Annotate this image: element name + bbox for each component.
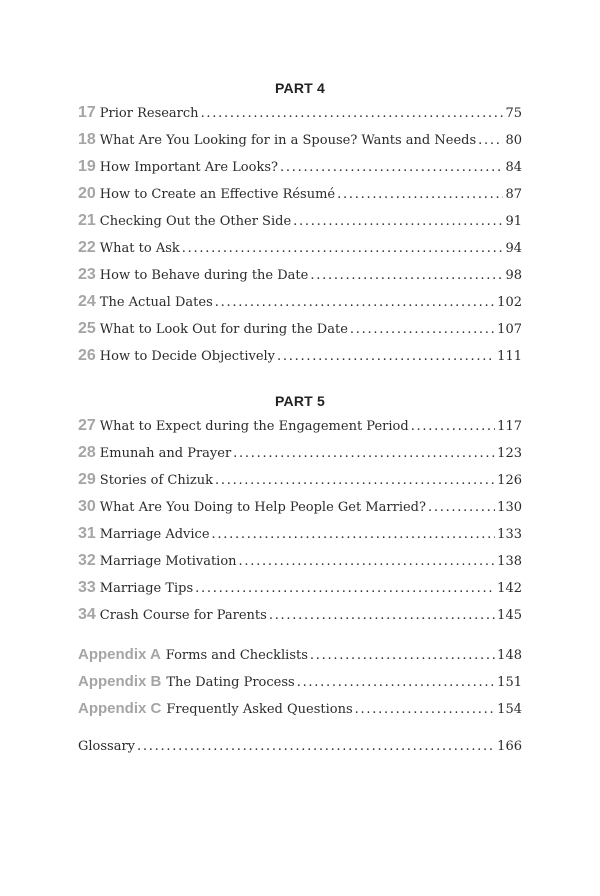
page-number: 145 xyxy=(497,608,522,623)
dot-leader xyxy=(212,527,496,542)
page-number: 166 xyxy=(497,739,522,754)
appendix-label: Appendix A xyxy=(78,646,161,663)
dot-leader xyxy=(137,739,495,754)
chapter-title: Stories of Chizuk xyxy=(99,473,213,488)
page-number: 154 xyxy=(497,702,522,717)
toc-entry-27[interactable] xyxy=(78,417,522,439)
chapter-title: Checking Out the Other Side xyxy=(99,214,292,229)
chapter-number: 28 xyxy=(78,444,96,461)
chapter-title: What to Ask xyxy=(99,241,180,256)
dot-leader xyxy=(201,106,504,121)
dot-leader xyxy=(478,133,503,148)
toc-entry-28[interactable] xyxy=(78,444,522,466)
appendix-title: The Dating Process xyxy=(166,675,295,690)
chapter-title: What to Look Out for during the Date xyxy=(99,322,348,337)
toc-entry-23[interactable] xyxy=(78,266,522,288)
toc-entry-18[interactable] xyxy=(78,131,522,153)
dot-leader xyxy=(411,419,495,434)
dot-leader xyxy=(350,322,495,337)
page-number: 126 xyxy=(497,473,522,488)
chapter-title: How to Create an Effective Résumé xyxy=(99,187,336,202)
toc-entry-30[interactable] xyxy=(78,498,522,520)
page-number: 123 xyxy=(497,446,522,461)
toc-appendix-b[interactable] xyxy=(78,673,522,695)
chapter-number: 17 xyxy=(78,104,96,121)
glossary-title: Glossary xyxy=(78,739,136,754)
page-number: 148 xyxy=(497,648,522,663)
toc-appendix-a[interactable] xyxy=(78,646,522,668)
chapter-title: Marriage Motivation xyxy=(99,554,237,569)
toc-entry-29[interactable] xyxy=(78,471,522,493)
chapter-number: 27 xyxy=(78,417,96,434)
toc-entry-24[interactable] xyxy=(78,293,522,315)
chapter-title: Emunah and Prayer xyxy=(99,446,232,461)
part4-heading: PART 4 xyxy=(275,80,325,96)
chapter-number: 26 xyxy=(78,347,96,364)
toc-entry-26[interactable] xyxy=(78,347,522,369)
chapter-number: 29 xyxy=(78,471,96,488)
dot-leader xyxy=(182,241,504,256)
dot-leader xyxy=(239,554,496,569)
page-number: 87 xyxy=(505,187,522,202)
page-number: 111 xyxy=(497,349,522,364)
appendix-title: Frequently Asked Questions xyxy=(166,702,353,717)
chapter-title: Marriage Tips xyxy=(99,581,194,596)
toc-entry-33[interactable] xyxy=(78,579,522,601)
chapter-number: 23 xyxy=(78,266,96,283)
toc-appendix-c[interactable] xyxy=(78,700,522,722)
toc-entry-31[interactable] xyxy=(78,525,522,547)
chapter-number: 24 xyxy=(78,293,96,310)
part5-heading: PART 5 xyxy=(275,393,325,409)
chapter-title: How to Decide Objectively xyxy=(99,349,276,364)
chapter-title: Marriage Advice xyxy=(99,527,210,542)
chapter-title: What to Expect during the Engagement Period xyxy=(99,419,409,434)
page-number: 107 xyxy=(497,322,522,337)
appendix-title: Forms and Checklists xyxy=(165,648,308,663)
chapter-number: 32 xyxy=(78,552,96,569)
chapter-title: How to Behave during the Date xyxy=(99,268,309,283)
chapter-number: 20 xyxy=(78,185,96,202)
dot-leader xyxy=(355,702,496,717)
page-number: 75 xyxy=(505,106,522,121)
chapter-title: How Important Are Looks? xyxy=(99,160,278,175)
chapter-title: Crash Course for Parents xyxy=(99,608,267,623)
page-number: 102 xyxy=(497,295,522,310)
chapter-number: 25 xyxy=(78,320,96,337)
chapter-number: 31 xyxy=(78,525,96,542)
dot-leader xyxy=(195,581,495,596)
dot-leader xyxy=(233,446,495,461)
dot-leader xyxy=(269,608,495,623)
dot-leader xyxy=(277,349,495,364)
chapter-number: 34 xyxy=(78,606,96,623)
chapter-number: 33 xyxy=(78,579,96,596)
page-number: 84 xyxy=(505,160,522,175)
page-number: 91 xyxy=(505,214,522,229)
appendix-label: Appendix B xyxy=(78,673,162,690)
chapter-title: The Actual Dates xyxy=(99,295,213,310)
dot-leader xyxy=(310,648,495,663)
toc-entry-34[interactable] xyxy=(78,606,522,628)
page-number: 133 xyxy=(497,527,522,542)
page-number: 94 xyxy=(505,241,522,256)
chapter-number: 30 xyxy=(78,498,96,515)
dot-leader xyxy=(310,268,503,283)
chapter-number: 21 xyxy=(78,212,96,229)
page-number: 117 xyxy=(497,419,522,434)
dot-leader xyxy=(215,295,495,310)
chapter-title: What Are You Looking for in a Spouse? Wants and Needs xyxy=(99,133,477,148)
dot-leader xyxy=(215,473,495,488)
chapter-number: 18 xyxy=(78,131,96,148)
dot-leader xyxy=(293,214,503,229)
toc-entry-20[interactable] xyxy=(78,185,522,207)
toc-entry-32[interactable] xyxy=(78,552,522,574)
page-number: 142 xyxy=(497,581,522,596)
page-number: 138 xyxy=(497,554,522,569)
chapter-number: 19 xyxy=(78,158,96,175)
toc-entry-21[interactable] xyxy=(78,212,522,234)
toc-entry-25[interactable] xyxy=(78,320,522,342)
chapter-title: What Are You Doing to Help People Get Married? xyxy=(99,500,426,515)
page-number: 98 xyxy=(505,268,522,283)
toc-entry-17[interactable] xyxy=(78,104,522,126)
chapter-number: 22 xyxy=(78,239,96,256)
page-number: 80 xyxy=(505,133,522,148)
page-number: 130 xyxy=(497,500,522,515)
dot-leader xyxy=(337,187,503,202)
dot-leader xyxy=(428,500,495,515)
dot-leader xyxy=(280,160,503,175)
appendix-label: Appendix C xyxy=(78,700,162,717)
dot-leader xyxy=(297,675,495,690)
toc-glossary[interactable] xyxy=(78,739,522,761)
toc-entry-19[interactable] xyxy=(78,158,522,180)
page-number: 151 xyxy=(497,675,522,690)
toc-entry-22[interactable] xyxy=(78,239,522,261)
chapter-title: Prior Research xyxy=(99,106,199,121)
